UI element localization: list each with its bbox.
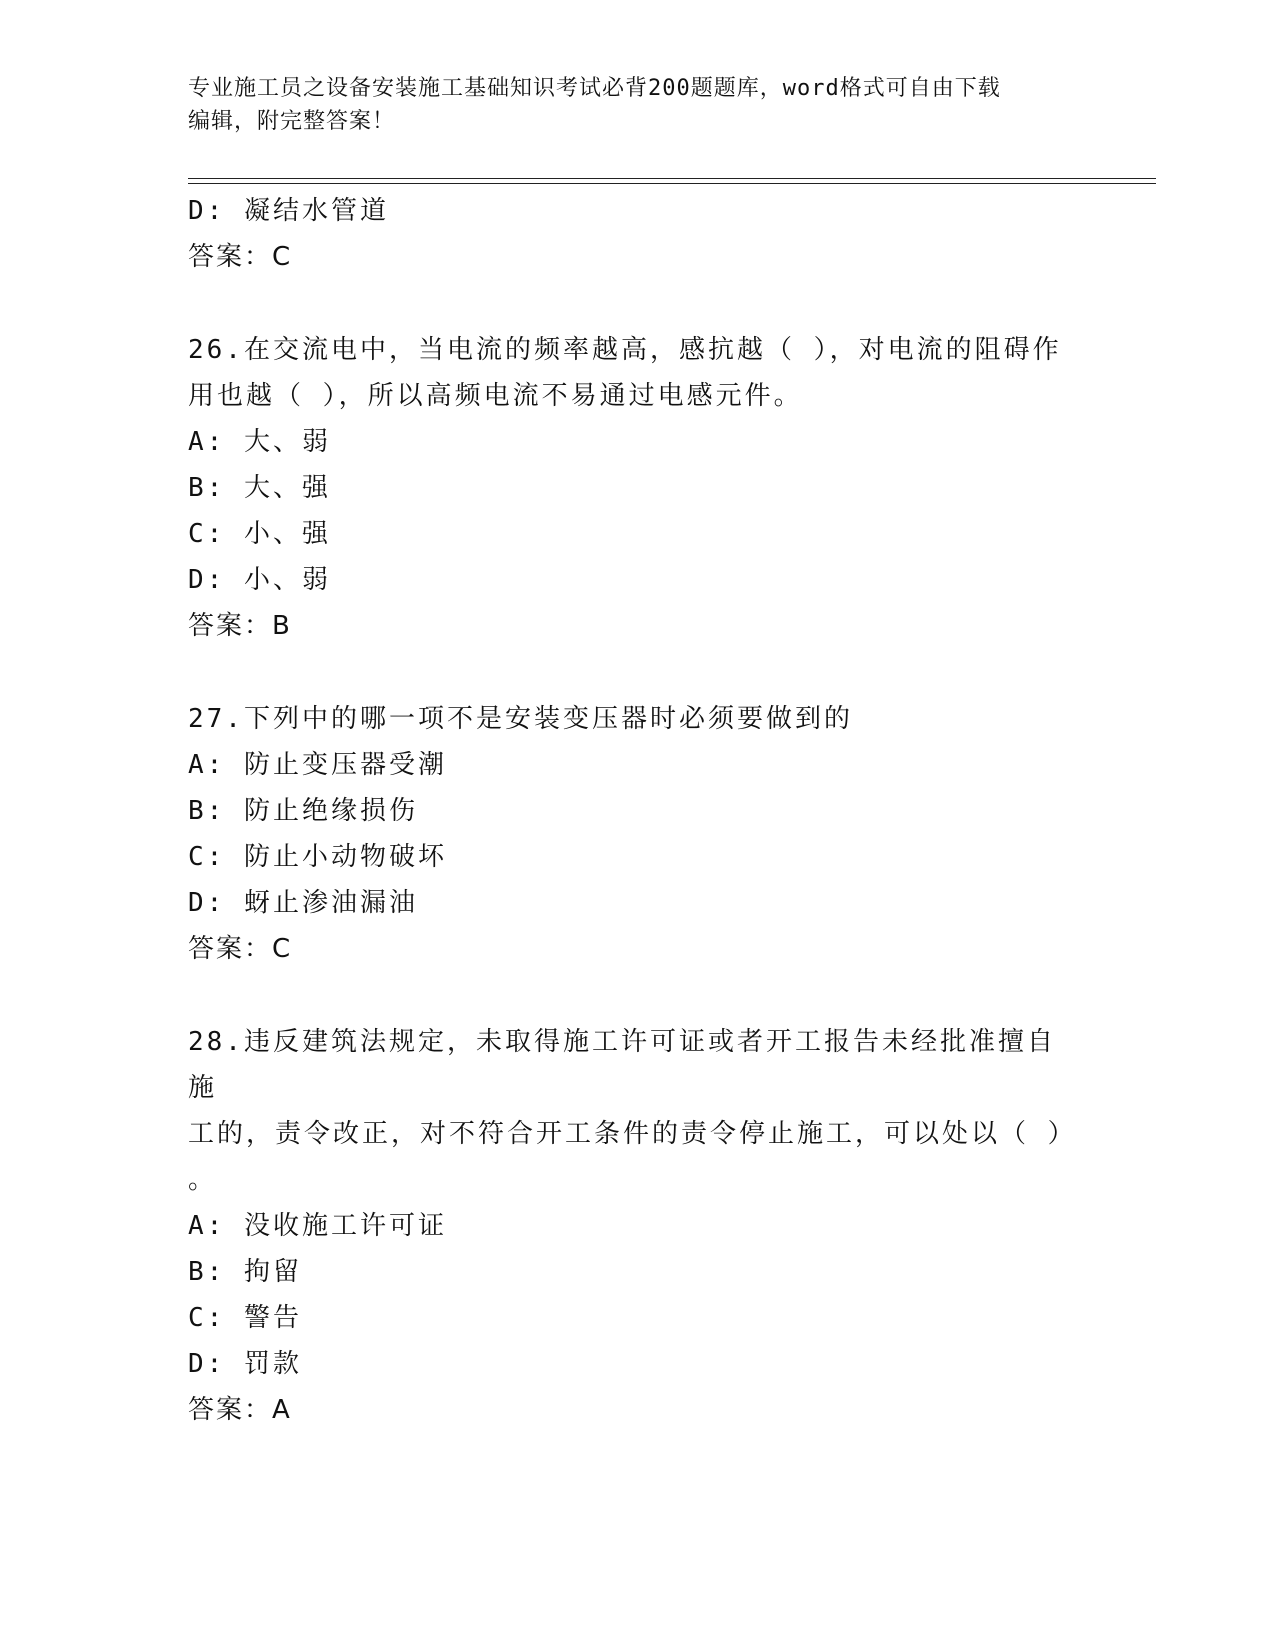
option-b: B: 大、强: [188, 473, 331, 503]
option-a: A: 防止变压器受潮: [188, 750, 447, 780]
document-header: [188, 72, 1068, 138]
option-b: B: 拘留: [188, 1257, 302, 1287]
question-stem-line: 。: [188, 1165, 218, 1195]
option-a: A: 没收施工许可证: [188, 1211, 447, 1241]
option-a: A: 大、弱: [188, 427, 331, 457]
header-divider: [188, 178, 1156, 184]
header-title-line-2: 编辑，附完整答案！: [188, 109, 396, 134]
option-d: D: 小、弱: [188, 565, 331, 595]
question-stem-line: 用也越（ ），所以高频电流不易通过电感元件。: [188, 381, 803, 411]
answer-line: 答案：B: [188, 611, 292, 641]
question-stem-line: 工的，责令改正，对不符合开工条件的责令停止施工，可以处以（ ）: [188, 1119, 1077, 1149]
question-28: [188, 1019, 1088, 1433]
option-c: C: 防止小动物破坏: [188, 842, 447, 872]
option-c: C: 小、强: [188, 519, 331, 549]
option-b: B: 防止绝缘损伤: [188, 796, 418, 826]
answer-line: 答案：A: [188, 1395, 292, 1425]
question-stem-line: 26.在交流电中，当电流的频率越高，感抗越（ ），对电流的阻碍作: [188, 335, 1062, 365]
answer-line: 答案：C: [188, 934, 293, 964]
header-title-line-1: 专业施工员之设备安装施工基础知识考试必背200题题库，word格式可自由下载: [188, 76, 1001, 101]
question-stem-line: 28.违反建筑法规定，未取得施工许可证或者开工报告未经批准擅自施: [188, 1027, 1056, 1103]
option-c: C: 警告: [188, 1303, 302, 1333]
option-d: D: 凝结水管道: [188, 196, 389, 226]
question-26: [188, 327, 1088, 649]
question-stem-line: 27.下列中的哪一项不是安装变压器时必须要做到的: [188, 704, 853, 734]
question-27: [188, 696, 1088, 972]
answer-line: 答案：C: [188, 242, 293, 272]
option-d: D: 蚜止渗油漏油: [188, 888, 418, 918]
question-content: [188, 188, 1088, 1433]
option-d: D: 罚款: [188, 1349, 302, 1379]
